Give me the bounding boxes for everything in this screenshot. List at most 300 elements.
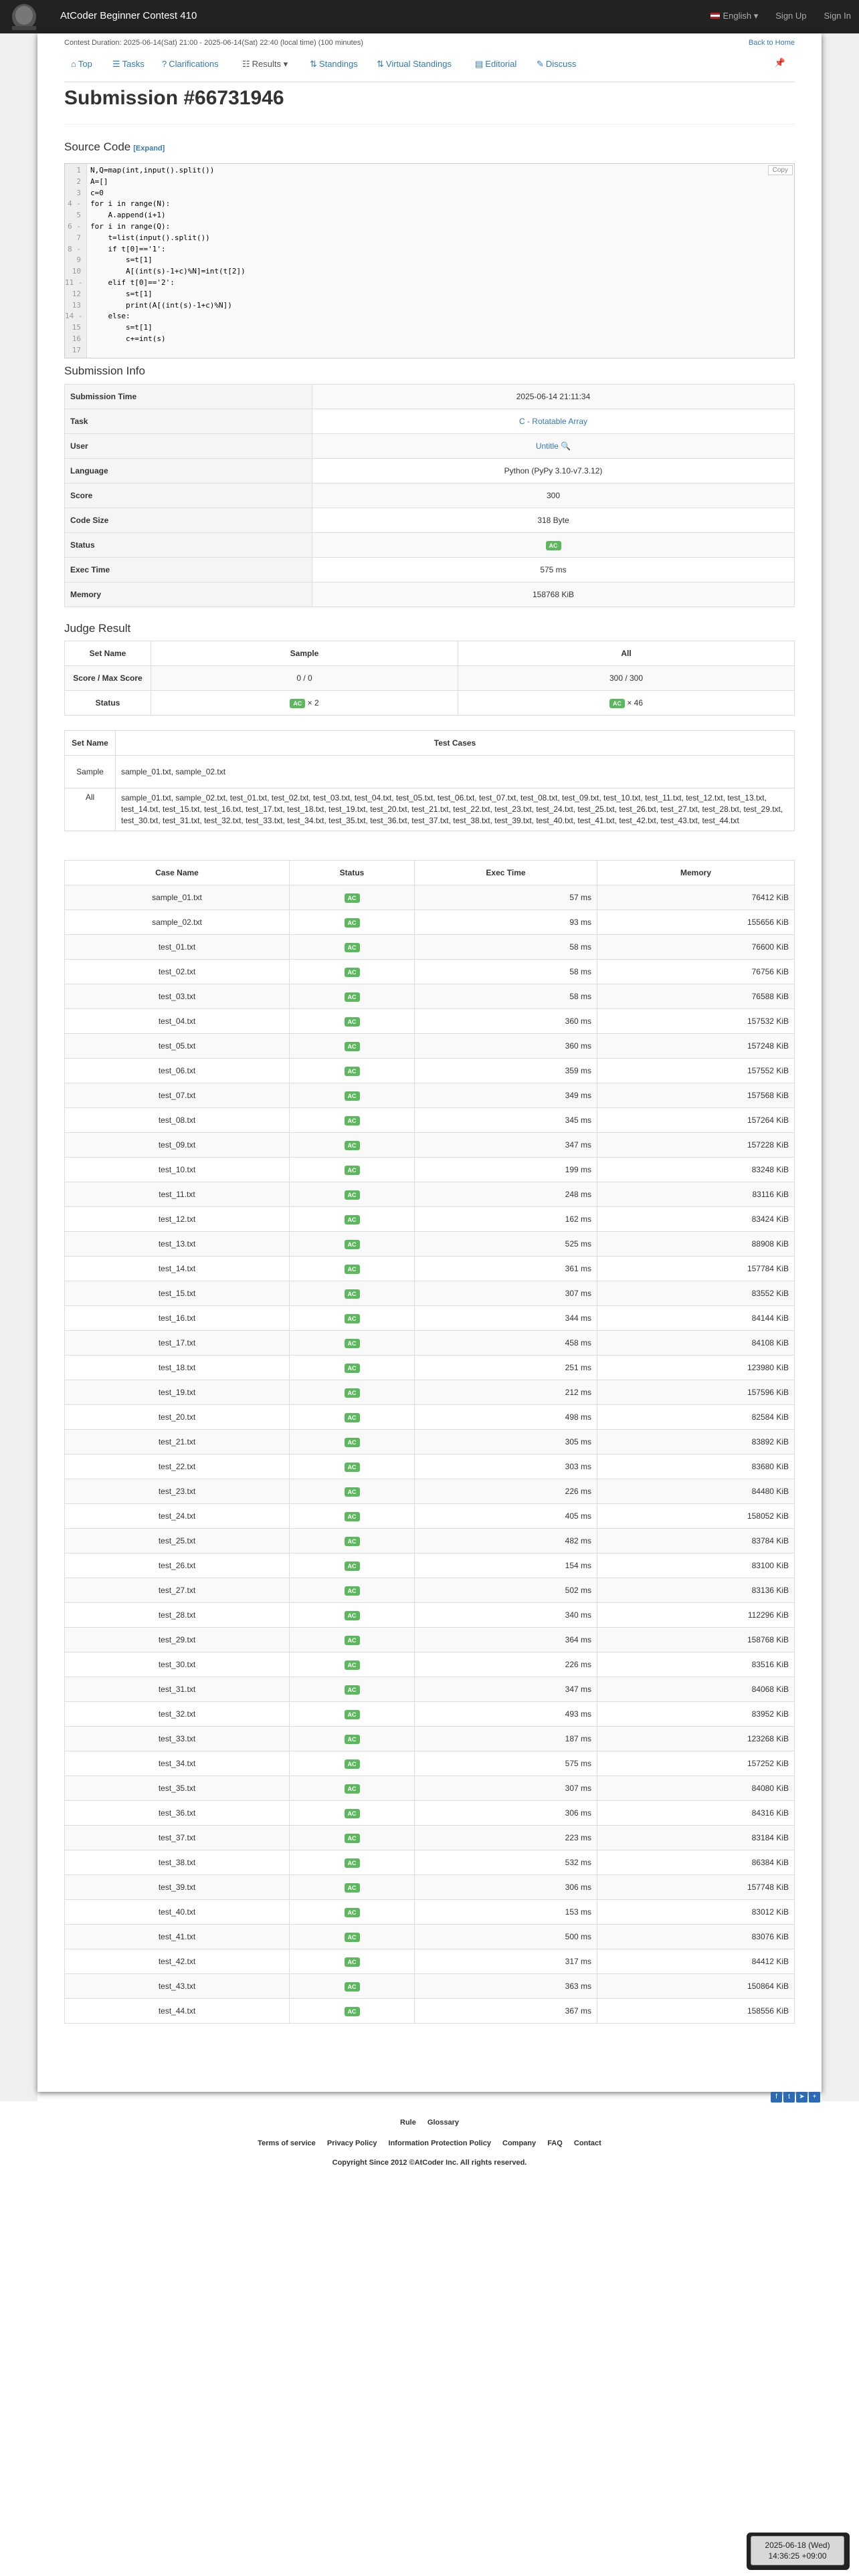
status-badge: AC bbox=[345, 918, 360, 928]
case-status-cell bbox=[290, 1182, 415, 1207]
all-status-count: × 46 bbox=[627, 697, 644, 708]
table-row bbox=[65, 1875, 795, 1900]
case-name: test_25.txt bbox=[65, 1529, 290, 1553]
header-all: All bbox=[458, 641, 795, 666]
table-row bbox=[65, 1652, 795, 1677]
case-name: test_03.txt bbox=[65, 984, 290, 1009]
tab-editorial[interactable] bbox=[475, 59, 516, 70]
case-memory: 83784 KiB bbox=[597, 1529, 795, 1553]
case-status-cell bbox=[290, 1257, 415, 1281]
case-name: test_09.txt bbox=[65, 1133, 290, 1158]
case-name: test_33.txt bbox=[65, 1727, 290, 1751]
case-exec-time: 405 ms bbox=[415, 1504, 597, 1529]
tab-results[interactable]: ☷ Results ▾ bbox=[242, 59, 288, 69]
all-score: 300 / 300 bbox=[458, 666, 795, 691]
case-memory: 84480 KiB bbox=[597, 1479, 795, 1504]
line-number: 5 bbox=[76, 211, 81, 220]
case-status-cell bbox=[290, 1158, 415, 1182]
tab-results-label: Results bbox=[252, 59, 282, 69]
case-status-cell bbox=[290, 1108, 415, 1133]
line-number: 3 bbox=[76, 188, 81, 197]
footer-link-glossary[interactable]: Glossary bbox=[427, 2119, 459, 2127]
case-exec-time: 223 ms bbox=[415, 1826, 597, 1850]
status-badge: AC bbox=[345, 2007, 360, 2016]
status-badge: AC bbox=[345, 1982, 360, 1992]
table-row bbox=[65, 1182, 795, 1207]
case-exec-time: 367 ms bbox=[415, 1999, 597, 2024]
case-status-cell bbox=[290, 1999, 415, 2024]
back-to-home-link[interactable]: Back to Home bbox=[748, 39, 795, 47]
table-row bbox=[65, 984, 795, 1009]
table-row bbox=[65, 1034, 795, 1059]
status-badge: AC bbox=[345, 1166, 360, 1175]
case-exec-time: 251 ms bbox=[415, 1356, 597, 1380]
case-memory: 84068 KiB bbox=[597, 1677, 795, 1702]
tab-top[interactable] bbox=[71, 59, 92, 69]
label-user: User bbox=[65, 434, 312, 459]
case-exec-time: 363 ms bbox=[415, 1974, 597, 1999]
line-number: 17 bbox=[72, 345, 81, 354]
code-line: t=list(input().split()) bbox=[90, 233, 210, 242]
user-link[interactable]: Untitle bbox=[535, 441, 559, 451]
header-set-name: Set Name bbox=[65, 641, 151, 666]
footer-link-privacy[interactable]: Privacy Policy bbox=[326, 2139, 377, 2147]
status-badge: AC bbox=[345, 992, 360, 1002]
line-number: 10 bbox=[72, 267, 81, 276]
status-badge: AC bbox=[345, 968, 360, 977]
code-line: A=[] bbox=[90, 177, 108, 186]
table-row bbox=[65, 1751, 795, 1776]
table-row bbox=[65, 1529, 795, 1553]
status-badge: AC bbox=[345, 893, 360, 903]
share-buttons bbox=[771, 2092, 820, 2103]
tab-clarifications[interactable] bbox=[162, 59, 219, 69]
case-memory: 83552 KiB bbox=[597, 1281, 795, 1306]
header-sample: Sample bbox=[151, 641, 458, 666]
case-exec-time: 345 ms bbox=[415, 1108, 597, 1133]
case-exec-time: 307 ms bbox=[415, 1776, 597, 1801]
status-badge: AC bbox=[345, 1067, 360, 1076]
table-row bbox=[65, 1801, 795, 1826]
status-badge: AC bbox=[345, 1190, 360, 1200]
case-name: test_04.txt bbox=[65, 1009, 290, 1034]
case-status-cell bbox=[290, 1504, 415, 1529]
case-status-cell bbox=[290, 1900, 415, 1925]
case-name: test_39.txt bbox=[65, 1875, 290, 1900]
line-number: 2 bbox=[76, 177, 81, 186]
case-memory: 83952 KiB bbox=[597, 1702, 795, 1727]
table-row bbox=[65, 1257, 795, 1281]
status-badge: AC bbox=[345, 1116, 360, 1125]
case-name: test_06.txt bbox=[65, 1059, 290, 1083]
table-row bbox=[65, 1207, 795, 1232]
case-name: sample_02.txt bbox=[65, 910, 290, 935]
case-exec-time: 532 ms bbox=[415, 1850, 597, 1875]
table-row bbox=[65, 1455, 795, 1479]
sample-status-count: × 2 bbox=[307, 697, 319, 708]
memory-value: 158768 KiB bbox=[312, 582, 795, 607]
tab-editorial-label: Editorial bbox=[485, 59, 517, 69]
footer-links-row2 bbox=[0, 2139, 859, 2147]
case-name: test_44.txt bbox=[65, 1999, 290, 2024]
score-label: Score / Max Score bbox=[65, 666, 151, 691]
case-memory: 123980 KiB bbox=[597, 1356, 795, 1380]
footer-link-rule[interactable]: Rule bbox=[400, 2119, 416, 2127]
copy-button[interactable]: Copy bbox=[768, 165, 793, 175]
table-row bbox=[65, 1380, 795, 1405]
case-exec-time: 199 ms bbox=[415, 1158, 597, 1182]
case-name: test_13.txt bbox=[65, 1232, 290, 1257]
case-exec-time: 212 ms bbox=[415, 1380, 597, 1405]
status-badge: AC bbox=[345, 1512, 360, 1521]
case-name: test_32.txt bbox=[65, 1702, 290, 1727]
case-name: test_41.txt bbox=[65, 1925, 290, 1949]
table-row bbox=[65, 1999, 795, 2024]
case-status-cell bbox=[290, 1776, 415, 1801]
table-row bbox=[65, 1850, 795, 1875]
tab-top-label: Top bbox=[78, 59, 92, 69]
code-line: c=0 bbox=[90, 188, 104, 197]
case-name: test_26.txt bbox=[65, 1553, 290, 1578]
status-badge: AC bbox=[345, 1883, 360, 1893]
tab-discuss-label: Discuss bbox=[545, 59, 577, 69]
case-status-cell bbox=[290, 935, 415, 960]
case-memory: 157228 KiB bbox=[597, 1133, 795, 1158]
status-badge: AC bbox=[345, 1141, 360, 1150]
case-exec-time: 458 ms bbox=[415, 1331, 597, 1356]
status-badge: AC bbox=[546, 541, 561, 550]
case-status-cell bbox=[290, 1628, 415, 1652]
table-row bbox=[65, 1133, 795, 1158]
test-set-table bbox=[64, 730, 795, 831]
status-badge: AC bbox=[345, 1364, 360, 1373]
twitter-share-icon[interactable]: t bbox=[783, 2092, 795, 2103]
sign-in-link[interactable]: Sign In bbox=[824, 11, 851, 21]
case-memory: 84108 KiB bbox=[597, 1331, 795, 1356]
case-exec-time: 349 ms bbox=[415, 1083, 597, 1108]
case-status-cell bbox=[290, 1232, 415, 1257]
case-status-cell bbox=[290, 1479, 415, 1504]
table-row bbox=[65, 1553, 795, 1578]
case-name: test_30.txt bbox=[65, 1652, 290, 1677]
search-icon[interactable]: 🔍 bbox=[561, 441, 571, 451]
case-memory: 157596 KiB bbox=[597, 1380, 795, 1405]
case-memory: 158556 KiB bbox=[597, 1999, 795, 2024]
telegram-share-icon[interactable]: ➤ bbox=[796, 2092, 807, 2103]
case-name: test_40.txt bbox=[65, 1900, 290, 1925]
case-name: test_02.txt bbox=[65, 960, 290, 984]
case-exec-time: 344 ms bbox=[415, 1306, 597, 1331]
tab-standings[interactable] bbox=[310, 59, 358, 70]
table-row bbox=[65, 1232, 795, 1257]
case-memory: 157748 KiB bbox=[597, 1875, 795, 1900]
case-name: test_28.txt bbox=[65, 1603, 290, 1628]
label-task: Task bbox=[65, 409, 312, 434]
status-badge: AC bbox=[345, 1042, 360, 1051]
submission-info-heading: Submission Info bbox=[64, 364, 145, 377]
table-row bbox=[65, 582, 795, 607]
status-badge: AC bbox=[345, 1957, 360, 1967]
status-badge: AC bbox=[345, 1660, 360, 1670]
judge-result-table bbox=[64, 641, 795, 716]
sort-icon: ⇅ bbox=[310, 59, 317, 69]
label-submission-time: Submission Time bbox=[65, 385, 312, 409]
tab-virtual-standings[interactable] bbox=[377, 59, 452, 70]
case-memory: 84316 KiB bbox=[597, 1801, 795, 1826]
status-badge: AC bbox=[345, 1240, 360, 1249]
clock-date: 2025-06-18 (Wed) bbox=[765, 2541, 830, 2550]
atcoder-logo-icon[interactable] bbox=[5, 2, 43, 31]
case-status-cell bbox=[290, 1133, 415, 1158]
table-row bbox=[65, 1083, 795, 1108]
case-status-cell bbox=[290, 1207, 415, 1232]
case-status-cell bbox=[290, 960, 415, 984]
table-row bbox=[65, 1677, 795, 1702]
sort-icon: ⇅ bbox=[377, 59, 384, 69]
table-row bbox=[65, 935, 795, 960]
table-row bbox=[65, 960, 795, 984]
line-number: 7 bbox=[76, 233, 81, 242]
code-line: else: bbox=[90, 312, 130, 321]
case-status-cell bbox=[290, 1083, 415, 1108]
case-status-cell bbox=[290, 1380, 415, 1405]
code-line: c+=int(s) bbox=[90, 334, 166, 343]
label-memory: Memory bbox=[65, 582, 312, 607]
list-icon: ☰ bbox=[112, 59, 120, 69]
status-badge: AC bbox=[345, 1289, 360, 1299]
header-set-name: Set Name bbox=[65, 731, 116, 756]
table-row bbox=[65, 533, 795, 558]
case-status-cell bbox=[290, 1034, 415, 1059]
case-memory: 150864 KiB bbox=[597, 1974, 795, 1999]
line-number: 12 bbox=[72, 289, 81, 298]
case-exec-time: 226 ms bbox=[415, 1479, 597, 1504]
line-number: 16 bbox=[72, 334, 81, 343]
top-navbar bbox=[0, 0, 859, 33]
footer-link-contact[interactable]: Contact bbox=[573, 2139, 601, 2147]
comment-icon: ✎ bbox=[537, 59, 544, 69]
case-status-cell bbox=[290, 1529, 415, 1553]
status-badge: AC bbox=[345, 1710, 360, 1719]
case-name: test_43.txt bbox=[65, 1974, 290, 1999]
source-code-box[interactable] bbox=[64, 163, 795, 358]
copyright bbox=[0, 2159, 859, 2167]
facebook-share-icon[interactable]: f bbox=[771, 2092, 782, 2103]
case-exec-time: 303 ms bbox=[415, 1455, 597, 1479]
table-row bbox=[65, 1504, 795, 1529]
case-status-cell bbox=[290, 1281, 415, 1306]
code-line: s=t[1] bbox=[90, 255, 153, 265]
status-badge: AC bbox=[345, 1388, 360, 1398]
case-status-cell bbox=[290, 984, 415, 1009]
table-row bbox=[65, 434, 795, 459]
status-badge: AC bbox=[345, 1933, 360, 1942]
footer-link-info-protection[interactable]: Information Protection Policy bbox=[388, 2139, 491, 2147]
case-exec-time: 500 ms bbox=[415, 1925, 597, 1949]
status-badge: AC bbox=[345, 1908, 360, 1917]
status-badge: AC bbox=[345, 1759, 360, 1769]
language-selector[interactable]: English ▾ bbox=[710, 11, 758, 21]
expand-link[interactable]: [Expand] bbox=[133, 144, 165, 152]
label-score: Score bbox=[65, 484, 312, 508]
fixed-clock bbox=[747, 2533, 850, 2570]
status-badge: AC bbox=[345, 1834, 360, 1843]
case-memory: 157252 KiB bbox=[597, 1751, 795, 1776]
case-exec-time: 493 ms bbox=[415, 1702, 597, 1727]
status-badge: AC bbox=[345, 1858, 360, 1868]
table-row bbox=[65, 1158, 795, 1182]
case-exec-time: 58 ms bbox=[415, 960, 597, 984]
case-status-cell bbox=[290, 1727, 415, 1751]
status-badge: AC bbox=[345, 1463, 360, 1472]
case-status-cell bbox=[290, 1553, 415, 1578]
status-badge: AC bbox=[345, 1809, 360, 1818]
case-exec-time: 360 ms bbox=[415, 1009, 597, 1034]
sample-score: 0 / 0 bbox=[151, 666, 458, 691]
more-share-icon[interactable]: + bbox=[809, 2092, 820, 2103]
case-memory: 83892 KiB bbox=[597, 1430, 795, 1455]
line-number: 4 - bbox=[68, 199, 81, 209]
sign-up-link[interactable]: Sign Up bbox=[775, 11, 807, 21]
table-row bbox=[65, 910, 795, 935]
code-line: for i in range(N): bbox=[90, 199, 171, 209]
case-exec-time: 226 ms bbox=[415, 1652, 597, 1677]
line-number: 11 - bbox=[65, 278, 83, 287]
table-row bbox=[65, 508, 795, 533]
exec-time-value: 575 ms bbox=[312, 558, 795, 582]
case-name: test_10.txt bbox=[65, 1158, 290, 1182]
code-line: if t[0]=='1': bbox=[90, 244, 166, 253]
set-name-sample: Sample bbox=[65, 756, 116, 788]
case-status-cell bbox=[290, 1356, 415, 1380]
submission-time-value: 2025-06-14 21:11:34 bbox=[312, 385, 795, 409]
language-label: English bbox=[723, 11, 752, 21]
case-name: test_23.txt bbox=[65, 1479, 290, 1504]
case-memory: 84144 KiB bbox=[597, 1306, 795, 1331]
label-code-size: Code Size bbox=[65, 508, 312, 533]
question-icon: ? bbox=[162, 59, 167, 69]
case-exec-time: 575 ms bbox=[415, 1751, 597, 1776]
contest-title[interactable]: AtCoder Beginner Contest 410 bbox=[60, 10, 197, 21]
case-memory: 83184 KiB bbox=[597, 1826, 795, 1850]
code-line: s=t[1] bbox=[90, 323, 153, 332]
line-number: 13 bbox=[72, 300, 81, 310]
pin-icon[interactable]: 📌 bbox=[774, 58, 785, 68]
header-test-cases: Test Cases bbox=[116, 731, 795, 756]
label-status: Status bbox=[65, 533, 312, 558]
case-status-cell bbox=[290, 1949, 415, 1974]
status-badge: AC bbox=[345, 1784, 360, 1794]
submission-info-table bbox=[64, 384, 795, 607]
case-name: test_27.txt bbox=[65, 1578, 290, 1603]
table-row bbox=[65, 1405, 795, 1430]
table-row bbox=[65, 1925, 795, 1949]
case-status-cell bbox=[290, 1059, 415, 1083]
case-status-cell bbox=[290, 1677, 415, 1702]
case-name: test_24.txt bbox=[65, 1504, 290, 1529]
table-row bbox=[65, 1727, 795, 1751]
case-name: test_16.txt bbox=[65, 1306, 290, 1331]
case-exec-time: 498 ms bbox=[415, 1405, 597, 1430]
header-status: Status bbox=[290, 861, 415, 885]
case-name: test_12.txt bbox=[65, 1207, 290, 1232]
line-number: 6 - bbox=[68, 222, 81, 231]
case-status-cell bbox=[290, 885, 415, 910]
footer-link-terms[interactable]: Terms of service bbox=[258, 2139, 316, 2147]
case-status-cell bbox=[290, 1430, 415, 1455]
language-value: Python (PyPy 3.10-v7.3.12) bbox=[312, 459, 795, 484]
line-number: 8 - bbox=[68, 244, 81, 253]
code-line: N,Q=map(int,input().split()) bbox=[90, 166, 215, 175]
case-name: sample_01.txt bbox=[65, 885, 290, 910]
footer-link-company[interactable]: Company bbox=[502, 2139, 537, 2147]
case-status-cell bbox=[290, 1306, 415, 1331]
line-number: 9 bbox=[76, 255, 81, 265]
case-name: test_42.txt bbox=[65, 1949, 290, 1974]
copyright-text: Copyright Since 2012 ©AtCoder Inc. All rights reserved. bbox=[332, 2159, 527, 2167]
case-status-cell bbox=[290, 1702, 415, 1727]
case-name: test_36.txt bbox=[65, 1801, 290, 1826]
case-name: test_35.txt bbox=[65, 1776, 290, 1801]
case-status-cell bbox=[290, 1875, 415, 1900]
case-memory: 83516 KiB bbox=[597, 1652, 795, 1677]
set-name-all: All bbox=[65, 788, 116, 831]
table-row bbox=[65, 1603, 795, 1628]
case-exec-time: 58 ms bbox=[415, 984, 597, 1009]
clock-time: 14:36:25 +09:00 bbox=[768, 2551, 827, 2561]
task-link[interactable]: C - Rotatable Array bbox=[518, 417, 588, 426]
code-line: print(A[(int(s)-1+c)%N]) bbox=[90, 300, 232, 310]
table-row bbox=[65, 1059, 795, 1083]
results-list-icon: ☷ bbox=[242, 59, 250, 69]
contest-nav-tabs bbox=[64, 53, 795, 82]
status-badge: AC bbox=[345, 1487, 360, 1497]
status-badge: AC bbox=[345, 1413, 360, 1422]
case-exec-time: 153 ms bbox=[415, 1900, 597, 1925]
case-name: test_17.txt bbox=[65, 1331, 290, 1356]
case-memory: 83424 KiB bbox=[597, 1207, 795, 1232]
table-row bbox=[65, 1331, 795, 1356]
case-memory: 76600 KiB bbox=[597, 935, 795, 960]
case-status-cell bbox=[290, 1850, 415, 1875]
footer-link-faq[interactable]: FAQ bbox=[547, 2139, 563, 2147]
table-row bbox=[65, 558, 795, 582]
case-exec-time: 482 ms bbox=[415, 1529, 597, 1553]
case-memory: 157784 KiB bbox=[597, 1257, 795, 1281]
case-exec-time: 248 ms bbox=[415, 1182, 597, 1207]
status-badge: AC bbox=[290, 699, 305, 708]
case-exec-time: 57 ms bbox=[415, 885, 597, 910]
tab-tasks[interactable] bbox=[112, 59, 145, 70]
case-exec-time: 306 ms bbox=[415, 1875, 597, 1900]
case-exec-time: 364 ms bbox=[415, 1628, 597, 1652]
case-name: test_21.txt bbox=[65, 1430, 290, 1455]
case-results-table bbox=[64, 860, 795, 2024]
table-row bbox=[65, 1009, 795, 1034]
case-memory: 157532 KiB bbox=[597, 1009, 795, 1034]
table-row bbox=[65, 1479, 795, 1504]
case-memory: 83680 KiB bbox=[597, 1455, 795, 1479]
case-memory: 83116 KiB bbox=[597, 1182, 795, 1207]
left-background-band bbox=[0, 33, 37, 2101]
case-exec-time: 340 ms bbox=[415, 1603, 597, 1628]
case-name: test_31.txt bbox=[65, 1677, 290, 1702]
case-status-cell bbox=[290, 1405, 415, 1430]
case-name: test_08.txt bbox=[65, 1108, 290, 1133]
tab-discuss[interactable] bbox=[537, 59, 576, 70]
table-row bbox=[65, 1578, 795, 1603]
status-badge: AC bbox=[345, 1586, 360, 1596]
